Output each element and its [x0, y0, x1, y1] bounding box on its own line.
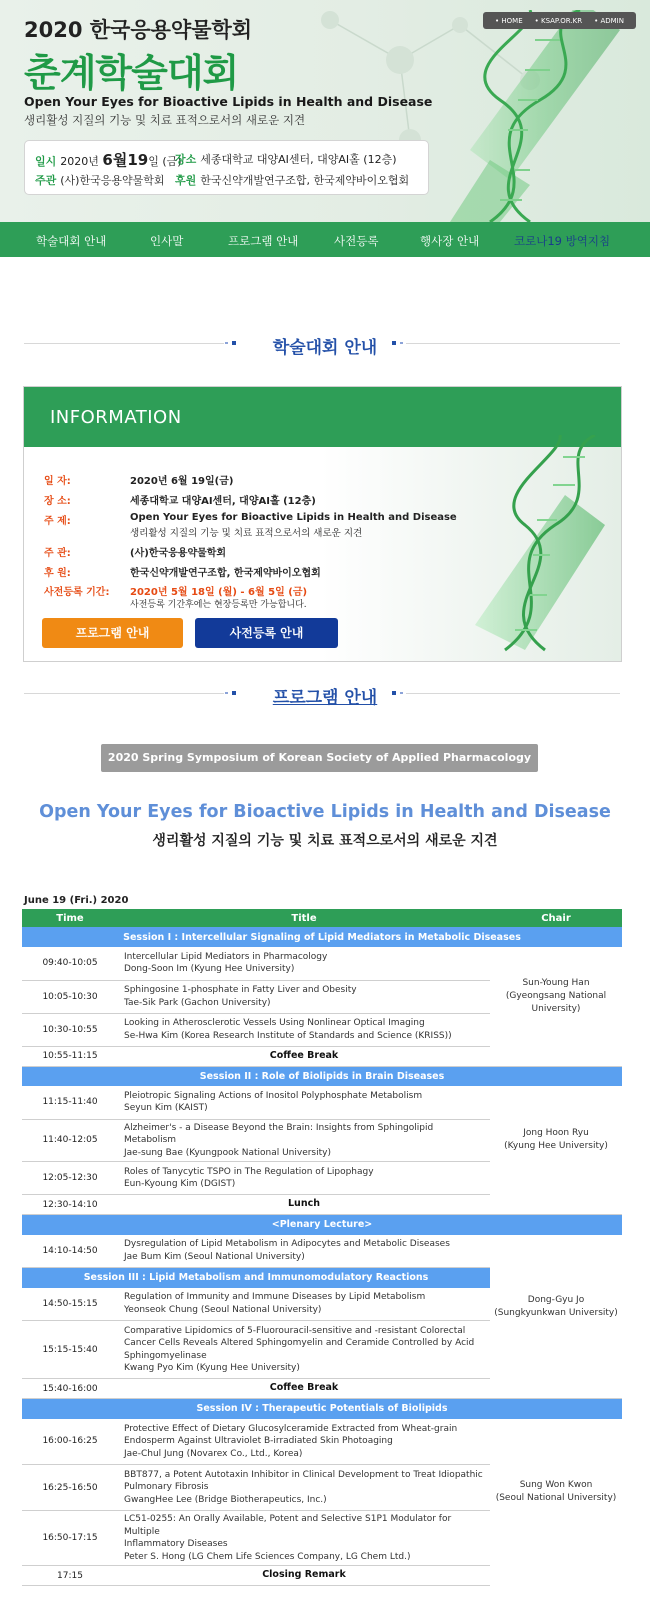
header-chair: Chair: [490, 909, 622, 927]
chair-cell: Dong-Gyu Jo (Sungkyunkwan University): [494, 1294, 618, 1318]
break-row: 10:55-11:15 Coffee Break: [22, 1046, 622, 1066]
program-theme-ko: 생리활성 지질의 기능 및 치료 표적으로서의 새로운 지견: [152, 833, 498, 849]
hero-sponsor-row: 후원 한국신약개발연구조합, 한국제약바이오협회: [175, 174, 410, 187]
nav-program[interactable]: 프로그램 안내: [228, 234, 299, 248]
ksap-link[interactable]: • KSAP.OR.KR: [529, 17, 588, 25]
nav-covid-guidelines[interactable]: 코로나19 방역지침: [514, 234, 611, 248]
info-section-title: 학술대회 안내: [272, 338, 378, 358]
dna-capsule-image: [465, 435, 615, 655]
session-row: Session III : Lipid Metabolism and Immunomodulatory Reactions: [22, 1268, 622, 1288]
hero-banner: [0, 0, 650, 222]
session-row: <Plenary Lecture>: [22, 1215, 622, 1235]
information-heading: INFORMATION: [50, 407, 182, 428]
admin-link[interactable]: • ADMIN: [588, 17, 630, 25]
main-nav: [0, 222, 650, 257]
info-place-value: 세종대학교 대양AI센터, 대양AI홀 (12층): [130, 496, 316, 507]
registration-guide-button[interactable]: 사전등록 안내: [195, 618, 338, 648]
table-row: 16:25-16:50 BBT877, a Potent Autotaxin Inhibitor in Clinical Development to Treat Idiopathic Pulmonary Fibrosis GwangHee Lee (Bridge Biotherapeutics, Inc.): [22, 1465, 622, 1511]
hero-place-row: 장소 세종대학교 대양AI센터, 대양AI홀 (12층): [175, 153, 397, 166]
dna-capsule-image: [430, 10, 630, 222]
chair-cell: Sung Won Kwon (Seoul National University): [495, 1480, 617, 1503]
home-link[interactable]: • HOME: [489, 17, 529, 25]
hero-year-title: 2020 한국응용약물학회: [24, 18, 253, 42]
info-registration-note: 사전등록 기간후에는 현장등록만 가능합니다.: [130, 600, 307, 610]
hero-theme-ko: 생리활성 지질의 기능 및 치료 표적으로서의 새로운 지견: [24, 113, 306, 127]
break-row: 12:30-14:10 Lunch: [22, 1195, 622, 1215]
break-row: 17:15 Closing Remark: [22, 1566, 622, 1586]
program-theme-en: Open Your Eyes for Bioactive Lipids in Health and Disease: [39, 802, 611, 822]
table-row: 09:40-10:05 Intercellular Lipid Mediators in Pharmacology Dong-Soon Im (Kyung Hee University) Sun-Young Han (Gyeongsang National University): [22, 947, 622, 980]
table-row: 16:50-17:15 LC51-0255: An Orally Available, Potent and Selective S1P1 Modulator for Multiple Inflammatory Diseases Peter S. Hong (LG Chem Life Sciences Company, LG Chem Ltd.): [22, 1511, 622, 1566]
chair-cell: Sun-Young Han (Gyeongsang National University): [505, 978, 607, 1014]
nav-greeting[interactable]: 인사말: [150, 234, 184, 248]
info-sponsor-label: 후 원:: [44, 568, 71, 579]
program-guide-button[interactable]: 프로그램 안내: [42, 618, 183, 648]
info-registration-value: 2020년 5월 18일 (월) - 6월 5일 (금): [130, 587, 308, 598]
hero-theme-en: Open Your Eyes for Bioactive Lipids in Health and Disease: [24, 94, 433, 109]
table-row: 14:50-15:15 Regulation of Immunity and Immune Diseases by Lipid Metabolism Yeonseok Chung (Seoul National University): [22, 1288, 622, 1321]
break-row: 15:40-16:00 Coffee Break: [22, 1379, 622, 1399]
table-row: 10:30-10:55 Looking in Atherosclerotic Vessels Using Nonlinear Optical Imaging Se-Hwa Kim (Korea Research Institute of Standards and Science (KRISS)): [22, 1013, 622, 1046]
table-row: 14:10-14:50 Dysregulation of Lipid Metabolism in Adipocytes and Metabolic Diseases Jae Bum Kim (Seoul National University) Dong-Gyu Jo (Sungkyunkwan University): [22, 1235, 622, 1268]
info-theme-value-ko: 생리활성 지질의 기능 및 치료 표적으로서의 새로운 지견: [130, 528, 363, 539]
hero-host-row: 주관 (사)한국응용약물학회: [35, 174, 165, 187]
nav-venue[interactable]: 행사장 안내: [420, 234, 480, 248]
program-section-title: 프로그램 안내: [272, 688, 378, 708]
program-table: [22, 909, 622, 1586]
info-host-label: 주 관:: [44, 548, 71, 559]
info-registration-label: 사전등록 기간:: [44, 587, 110, 598]
info-date-value: 2020년 6월 19일(금): [130, 476, 234, 487]
info-host-value: (사)한국응용약물학회: [130, 548, 227, 559]
program-section-header: [0, 683, 650, 708]
session-row: Session I : Intercellular Signaling of Lipid Mediators in Metabolic Diseases: [22, 927, 622, 947]
table-row: 16:00-16:25 Protective Effect of Dietary Glucosylceramide Extracted from Wheat-grain Endosperm Against Ultraviolet B-irradiated Skin Photoaging Jae-Chul Jung (Novarex Co., Ltd., Korea) Sung Won Kwon (Seoul National University): [22, 1419, 622, 1465]
program-date: June 19 (Fri.) 2020: [24, 895, 129, 906]
info-theme-value-en: Open Your Eyes for Bioactive Lipids in Health and Disease: [130, 512, 457, 523]
symposium-banner: 2020 Spring Symposium of Korean Society of Applied Pharmacology: [101, 744, 538, 772]
info-section-header: [0, 333, 650, 358]
info-place-label: 장 소:: [44, 496, 71, 507]
table-row: 10:05-10:30 Sphingosine 1-phosphate in Fatty Liver and Obesity Tae-Sik Park (Gachon University): [22, 980, 622, 1013]
table-row: 15:15-15:40 Comparative Lipidomics of 5-Fluorouracil-sensitive and -resistant Colorectal Cancer Cells Reveals Altered Sphingomyelin and Ceramide Controlled by Acid Sphingomyelinase Kwang Pyo Kim (Kyung Hee University): [22, 1321, 622, 1379]
top-utility-nav: [483, 12, 636, 29]
table-row: 11:15-11:40 Pleiotropic Signaling Actions of Inositol Polyphosphate Metabolism Seyun Kim (KAIST) Jong Hoon Ryu (Kyung Hee University): [22, 1086, 622, 1119]
info-sponsor-value: 한국신약개발연구조합, 한국제약바이오협회: [130, 568, 321, 579]
info-theme-label: 주 제:: [44, 516, 71, 527]
table-row: 11:40-12:05 Alzheimer's - a Disease Beyond the Brain: Insights from Sphingolipid Metabolism Jae-sung Bae (Kyungpook National University): [22, 1119, 622, 1162]
nav-conference-info[interactable]: 학술대회 안내: [36, 234, 107, 248]
table-header-row: [22, 909, 622, 927]
chair-cell: Jong Hoon Ryu (Kyung Hee University): [504, 1128, 608, 1152]
hero-event-title: 춘계학술대회: [24, 51, 239, 95]
header-title: Title: [118, 909, 490, 927]
hero-date-row: 일시 2020년 6월19일 (금): [35, 151, 182, 169]
nav-preregistration[interactable]: 사전등록: [334, 234, 379, 248]
info-date-label: 일 자:: [44, 476, 71, 487]
hero-info-box: [24, 140, 429, 195]
header-time: Time: [22, 909, 118, 927]
session-row: Session IV : Therapeutic Potentials of Biolipids: [22, 1399, 622, 1419]
table-row: 12:05-12:30 Roles of Tanycytic TSPO in The Regulation of Lipophagy Eun-Kyoung Kim (DGIST): [22, 1162, 622, 1195]
session-row: Session II : Role of Biolipids in Brain Diseases: [22, 1066, 622, 1086]
